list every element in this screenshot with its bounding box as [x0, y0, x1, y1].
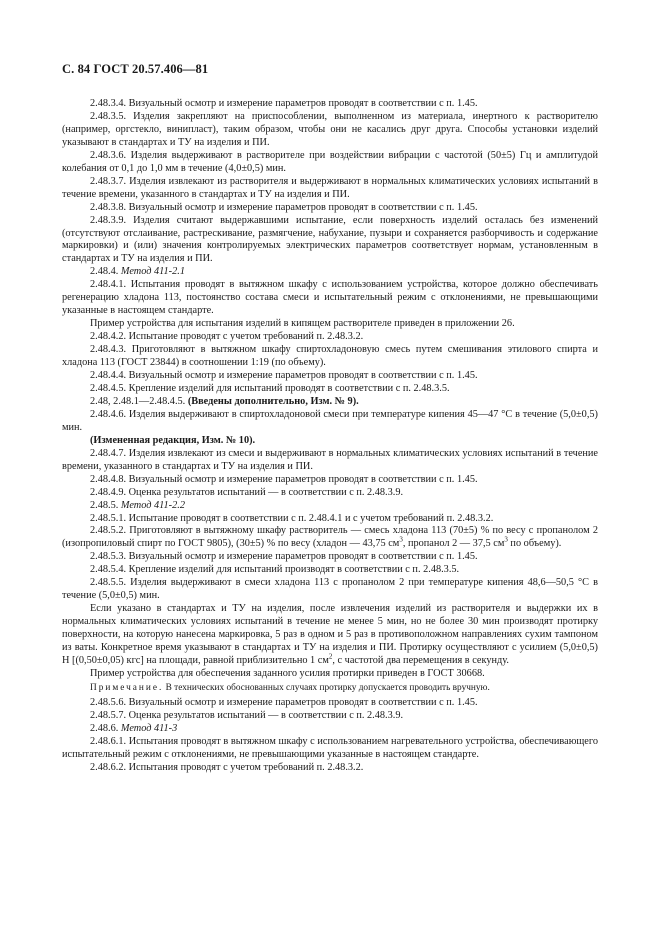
paragraph	[62, 525, 598, 551]
note	[62, 682, 598, 695]
paragraph: 2.48.4.4. Визуальный осмотр и измерение параметров проводят в соответствии с п. 1.45.	[90, 370, 478, 382]
paragraph: 2.48.4.1. Испытания проводят в вытяжном шкафу с использованием устройства, которое должно обеспечивать регенерацию хладона 113, постоянство состава смеси и испытательный режим с отклонениями, не превышающими указанные в настоящем стандарте.	[62, 279, 598, 317]
method-heading	[62, 500, 598, 513]
paragraph: 2.48.4.3. Приготовляют в вытяжном шкафу спиртохладоновую смесь путем смешивания этилового спирта и хладона 113 (ГОСТ 23844) в соотношении 1:19 (по объему).	[62, 344, 598, 369]
note-text: В технических обоснованных случаях протирку допускается проводить вручную.	[163, 682, 490, 693]
paragraph	[62, 603, 598, 668]
text-run: 2.48.5.2. Приготовляют в вытяжному шкафу растворитель — смесь хладона 113 (70±5) % по весу с пропанолом 2 (изопропиловый спирт по ГОСТ 9805), (30±5) % по весу (хладон — 43,75 см	[62, 525, 598, 550]
paragraph: 2.48.3.4. Визуальный осмотр и измерение параметров проводят в соответствии с п. 1.45.	[90, 98, 478, 109]
document-body	[62, 98, 598, 775]
amendment-note: (Измененная редакция, Изм. № 10).	[90, 434, 256, 446]
superscript: 3	[504, 535, 508, 544]
paragraph: 2.48.4.5. Крепление изделий для испытаний проводят в соответствии с п. 2.48.3.5.	[90, 382, 450, 394]
method-heading	[62, 266, 598, 279]
paragraph: 2.48.3.8. Визуальный осмотр и измерение параметров проводят в соответствии с п. 1.45.	[90, 201, 478, 213]
paragraph: 2.48.3.5. Изделия закрепляют на приспособлении, выполненном из материала, инертного к растворителю (например, оргстекло, винипласт), таким образом, чтобы они не касались друг друга. Способы установки изделий указывают в стандартах и ТУ на изделия и ПИ.	[62, 110, 598, 148]
paragraph: 2.48.4.9. Оценка результатов испытаний — в соответствии с п. 2.48.3.9.	[90, 486, 404, 498]
text-run: Если указано в стандартах и ТУ на изделия, после извлечения изделий из растворителя и выдержки их в нормальных климатических условиях испытаний в течение не менее 5 мин, но не более 30 мин производят протирку поверхности, на которую нанесена маркировка, 5 раз в одном и 5 раз в противоположном направлениях сухим тампоном из ваты. Конкретное время указывают в стандартах и ТУ на изделия и ПИ. Протирку осуществляют с усилием (5,0±0,5) Н [(0,50±0,05) кгс] на площади, равной приблизительно 1 см	[62, 603, 598, 666]
paragraph: 2.48.5.4. Крепление изделий для испытаний производят в соответствии с п. 2.48.3.5.	[90, 564, 460, 576]
paragraph: 2.48.5.6. Визуальный осмотр и измерение параметров проводят в соответствии с п. 1.45.	[90, 696, 478, 708]
text-run: по объему).	[507, 538, 562, 550]
paragraph: 2.48.5.7. Оценка результатов испытаний — в соответствии с п. 2.48.3.9.	[90, 709, 404, 721]
note-label: Примечание.	[90, 682, 164, 693]
section-number: 2.48.5.	[90, 499, 119, 511]
amendment-range: 2.48, 2.48.1—2.48.4.5.	[90, 395, 188, 407]
paragraph: 2.48.3.7. Изделия извлекают из растворителя и выдерживают в нормальных климатических условиях испытаний в течение времени, указанного в стандартах и ТУ на изделия и ПИ.	[62, 175, 598, 200]
paragraph: 2.48.4.6. Изделия выдерживают в спиртохладоновой смеси при температуре кипения 45—47 °С в течение (5,0±0,5) мин.	[62, 408, 598, 433]
superscript: 3	[399, 535, 403, 544]
paragraph: Пример устройства для обеспечения заданного усилия протирки приведен в ГОСТ 30668.	[90, 667, 485, 679]
method-heading	[62, 723, 598, 736]
paragraph: 2.48.6.1. Испытания проводят в вытяжном шкафу с использованием нагревательного устройства, обеспечивающего испытательный режим с отклонениями, не превышающими указанные в настоящем стандарте.	[62, 735, 598, 760]
paragraph: 2.48.6.2. Испытания проводят с учетом требований п. 2.48.3.2.	[90, 761, 364, 773]
section-number: 2.48.6.	[90, 722, 119, 734]
paragraph: 2.48.4.8. Визуальный осмотр и измерение параметров проводят в соответствии с п. 1.45.	[90, 473, 478, 485]
superscript: 2	[328, 652, 333, 661]
section-number: 2.48.4.	[90, 266, 119, 278]
amendment-note: (Введены дополнительно, Изм. № 9).	[187, 395, 359, 407]
paragraph: 2.48.3.9. Изделия считают выдержавшими испытание, если поверхность изделий осталась без изменений (отсутствуют отслаивание, растрескивание, размягчение, набухание, пузыри и сохраняется разборчивость и содержание маркировки) и (или) значения контролируемых электрических параметров соответствует нормам, установленным в стандартах и ТУ на изделия и ПИ.	[62, 214, 598, 265]
paragraph: 2.48.5.3. Визуальный осмотр и измерение параметров проводят в соответствии с п. 1.45.	[90, 551, 478, 563]
text-run: , с частотой два перемещения в секунду.	[332, 654, 509, 666]
method-title: Метод 411-2.2	[120, 499, 185, 511]
text-run: , пропанол 2 — 37,5 см	[402, 538, 505, 550]
page-header: С. 84 ГОСТ 20.57.406—81	[62, 62, 209, 76]
paragraph: 2.48.5.5. Изделия выдерживают в смеси хладона 113 с пропанолом 2 при температуре кипения 48,6—50,5 °С в течение (5,0±0,5) мин.	[62, 577, 598, 602]
paragraph: Пример устройства для испытания изделий в кипящем растворителе приведен в приложении 26.	[90, 318, 515, 330]
paragraph: 2.48.4.7. Изделия извлекают из смеси и выдерживают в нормальных климатических условиях испытаний в течение времени, указанного в стандартах и ТУ на изделия и ПИ.	[62, 447, 598, 472]
method-title: Метод 411-3	[120, 722, 178, 734]
amendment-line	[62, 396, 598, 409]
paragraph: 2.48.3.6. Изделия выдерживают в растворителе при воздействии вибрации с частотой (50±5) Гц и амплитудой колебания от 0,1 до 1,0 мм в течение (4,0±0,5) мин.	[62, 149, 598, 174]
paragraph: 2.48.4.2. Испытание проводят с учетом требований п. 2.48.3.2.	[90, 331, 364, 343]
method-title: Метод 411-2.1	[120, 266, 185, 278]
paragraph: 2.48.5.1. Испытание проводят в соответствии с п. 2.48.4.1 и с учетом требований п. 2.48.3.2.	[90, 512, 494, 524]
